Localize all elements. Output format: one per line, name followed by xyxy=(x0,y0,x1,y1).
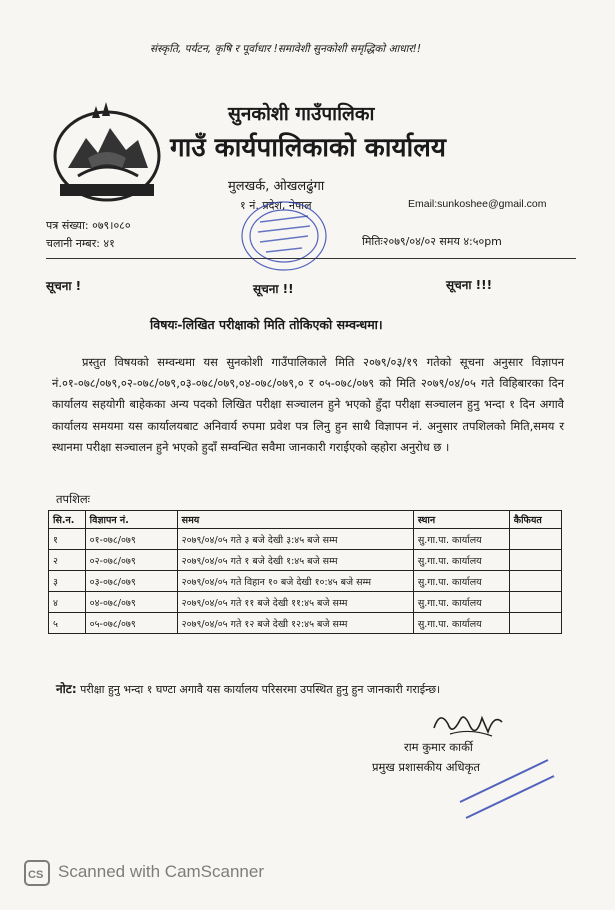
office-name: गाउँ कार्यपालिकाको कार्यालय xyxy=(170,133,446,163)
header-venue: स्थान xyxy=(413,511,509,529)
signature-seal-icon xyxy=(452,746,562,824)
svg-text:CS: CS xyxy=(28,869,44,881)
camscanner-logo-icon xyxy=(24,860,50,886)
table-row xyxy=(49,550,562,571)
signature-icon xyxy=(430,706,510,744)
table-header-row xyxy=(49,511,562,529)
cell-remarks xyxy=(509,550,561,571)
table-row xyxy=(49,592,562,613)
province: १ नं. प्रदेश, नेपाल xyxy=(240,199,312,212)
cell-venue: सु.गा.पा. कार्यालय xyxy=(413,571,509,592)
date-time: मितिः२०७९/०४/०२ समय ४:५०pm xyxy=(362,235,502,248)
cell-ad-no: ०१-०७८/०७९ xyxy=(85,529,177,550)
cell-ad-no: ०५-०७८/०७९ xyxy=(85,613,177,634)
cell-remarks xyxy=(509,613,561,634)
details-label: तपशिलः xyxy=(56,492,91,506)
cell-time: २०७९/०४/०५ गते १२ बजे देखी १२:४५ बजे सम्म xyxy=(177,613,413,634)
office-stamp-icon xyxy=(238,198,330,274)
table-row xyxy=(49,529,562,550)
cell-sn: ३ xyxy=(49,571,86,592)
office-email: Email:sunkoshee@gmail.com xyxy=(408,198,547,210)
cell-time: २०७९/०४/०५ गते १ बजे देखी १:४५ बजे सम्म xyxy=(177,550,413,571)
dispatch-number: चलानी नम्बर: ४१ xyxy=(46,237,115,250)
scanner-watermark: Scanned with CamScanner xyxy=(58,862,265,881)
note-label: नोट: xyxy=(56,682,77,696)
header-remarks: कैफियत xyxy=(509,511,561,529)
cell-venue: सु.गा.पा. कार्यालय xyxy=(413,592,509,613)
cell-sn: १ xyxy=(49,529,86,550)
cell-time: २०७९/०४/०५ गते ११ बजे देखी ११:४५ बजे सम्म xyxy=(177,592,413,613)
header-sn: सि.न. xyxy=(49,511,86,529)
header-ad-no: विज्ञापन नं. xyxy=(85,511,177,529)
cell-remarks xyxy=(509,592,561,613)
cell-remarks xyxy=(509,529,561,550)
exam-schedule-table xyxy=(48,510,562,634)
signatory-title: प्रमुख प्रशासकीय अधिकृत xyxy=(372,760,480,774)
cell-ad-no: ०२-०७८/०७९ xyxy=(85,550,177,571)
cell-venue: सु.गा.पा. कार्यालय xyxy=(413,550,509,571)
body-paragraph: प्रस्तुत विषयको सम्वन्धमा यस सुनकोशी गाउँपालिकाले मिति २०७९/०३/१९ गतेको सूचना अनुसार विज्ञापन नं.०१-०७८/०७९,०२-०७८/०७९,०३-०७८/०७९,०४-०७८/०७९,० र ०५-०७८/०७९ को मिति २०७९/०४/०५ गते विहिबारका दिन कार्यालय सहयोगी बाहेकका अन्य पदको लिखित परीक्षा सञ्चालन हुने भएको हुँदा परीक्षा सञ्चालन हुनु भन्दा १ दिन अगावै कार्यालय समयमा यस कार्यालयबाट अनिवार्य रुपमा प्रवेश पत्र लिनु हुन साथै विज्ञापन नं. अनुसार तपशिलको मिति,समय र स्थानमा परीक्षा सञ्चालन हुने भएको हुदाँ सम्वन्धित सवैमा जानकारी गराईएको व्हहोरा अनुरोध छ । xyxy=(52,355,564,454)
cell-sn: २ xyxy=(49,550,86,571)
table-row xyxy=(49,613,562,634)
cell-sn: ४ xyxy=(49,592,86,613)
signatory-name: राम कुमार कार्की xyxy=(404,740,473,754)
table-row xyxy=(49,571,562,592)
cell-remarks xyxy=(509,571,561,592)
motto: संस्कृति, पर्यटन, कृषि र पूर्वाधार !समावेशी सुनकोशी समृद्धिको आधार!! xyxy=(150,43,422,55)
notice-label-2: सूचना !! xyxy=(253,282,294,296)
subject-line: विषयः-लिखित परीक्षाको मिति तोकिएको सम्वन्धमा। xyxy=(150,317,383,332)
cell-ad-no: ०४-०७८/०७९ xyxy=(85,592,177,613)
note-text: परीक्षा हुनु भन्दा १ घण्टा अगावै यस कार्यालय परिसरमा उपस्थित हुनु हुन जानकारी गराईन्छ। xyxy=(80,683,441,696)
header-divider xyxy=(46,258,576,259)
cell-time: २०७९/०४/०५ गते ३ बजे देखी ३:४५ बजे सम्म xyxy=(177,529,413,550)
note xyxy=(56,680,440,697)
cell-sn: ५ xyxy=(49,613,86,634)
cell-ad-no: ०३-०७८/०७९ xyxy=(85,571,177,592)
nepal-emblem-icon xyxy=(48,98,166,206)
header-time: समय xyxy=(177,511,413,529)
office-address: मुलखर्क, ओखलढुंगा xyxy=(228,179,325,194)
cell-venue: सु.गा.पा. कार्यालय xyxy=(413,613,509,634)
cell-time: २०७९/०४/०५ गते विहान १० बजे देखी १०:४५ बजे सम्म xyxy=(177,571,413,592)
letter-number: पत्र संख्या: ०७९।०८० xyxy=(46,219,131,232)
notice-label-3: सूचना !!! xyxy=(446,278,493,292)
municipality-name: सुनकोशी गाउँपालिका xyxy=(228,103,375,125)
notice-label-1: सूचना ! xyxy=(46,279,82,293)
cell-venue: सु.गा.पा. कार्यालय xyxy=(413,529,509,550)
